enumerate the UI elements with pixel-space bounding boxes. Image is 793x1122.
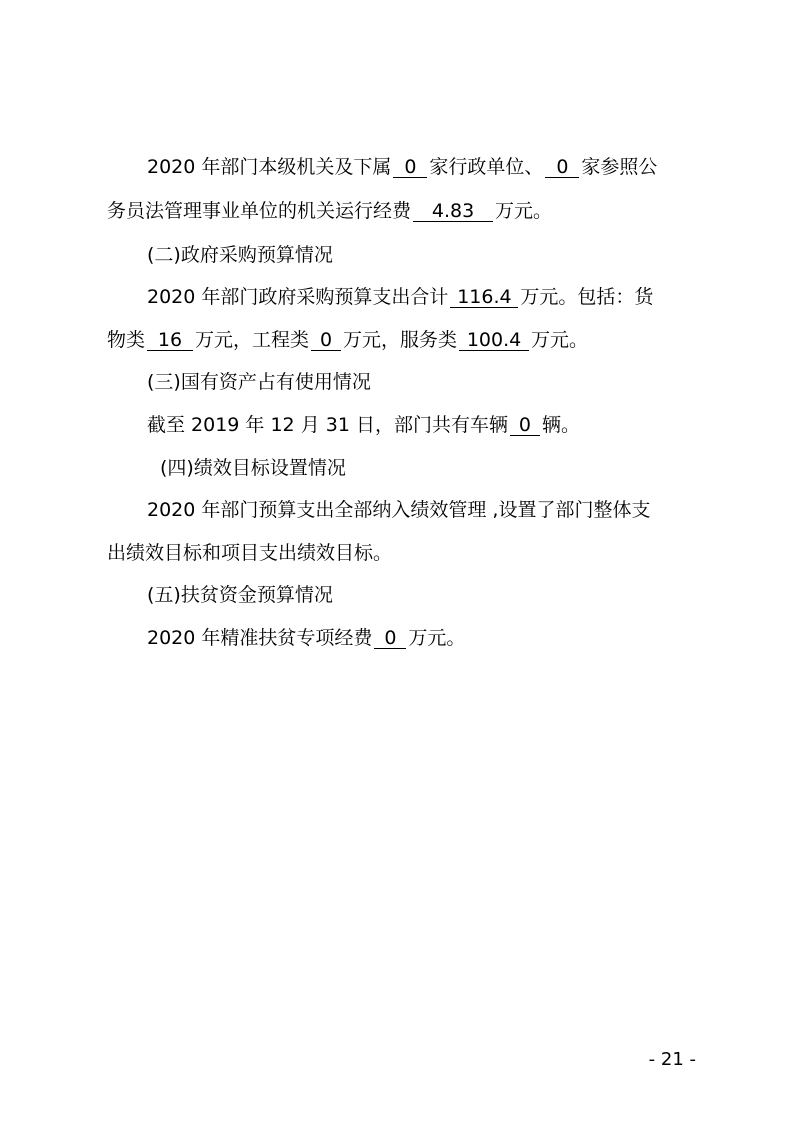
text: 家参照公: [581, 156, 658, 178]
text: 万元。: [495, 200, 553, 222]
para-2-line-1: [147, 285, 697, 309]
text: 2020 年部门本级机关及下属: [147, 156, 392, 178]
filled-value: 16: [147, 330, 193, 351]
para-1-line-1: [147, 155, 697, 179]
text: 万元。: [531, 329, 589, 351]
para-5: [147, 626, 697, 650]
para-3: [147, 413, 697, 437]
text: 万元。包括：货: [520, 286, 654, 308]
filled-value: 0: [374, 628, 406, 649]
para-4-line-1: 2020 年部门预算支出全部纳入绩效管理 ,设置了部门整体支: [147, 499, 651, 521]
text: 截至 2019 年 12 月 31 日，部门共有车辆: [147, 414, 508, 436]
section-heading-3: (三)国有资产占有使用情况: [147, 371, 371, 393]
filled-value: 100.4: [459, 330, 529, 351]
section-heading-4: (四)绩效目标设置情况: [160, 457, 346, 479]
filled-value: 116.4: [450, 287, 518, 308]
para-1-line-2: [107, 199, 697, 223]
page-number: - 21 -: [648, 1049, 696, 1070]
filled-value: 0: [393, 157, 427, 178]
text: 2020 年精准扶贫专项经费: [147, 627, 373, 649]
text: 万元，工程类: [195, 329, 310, 351]
para-4-line-2: 出绩效目标和项目支出绩效目标。: [107, 542, 393, 564]
text: 家行政单位、: [429, 156, 544, 178]
para-2-line-2: [107, 328, 697, 352]
text: 务员法管理事业单位的机关运行经费: [107, 200, 412, 222]
section-heading-5: (五)扶贫资金预算情况: [147, 584, 333, 606]
filled-value: 0: [545, 157, 579, 178]
text: 2020 年部门政府采购预算支出合计: [147, 286, 449, 308]
filled-value: 0: [311, 330, 341, 351]
text: 物类: [107, 329, 146, 351]
text: 万元，服务类: [343, 329, 458, 351]
text: 辆。: [541, 414, 580, 436]
filled-value: 4.83: [413, 201, 493, 222]
section-heading-2: (二)政府采购预算情况: [147, 244, 333, 266]
filled-value: 0: [510, 415, 540, 436]
text: 万元。: [408, 627, 466, 649]
